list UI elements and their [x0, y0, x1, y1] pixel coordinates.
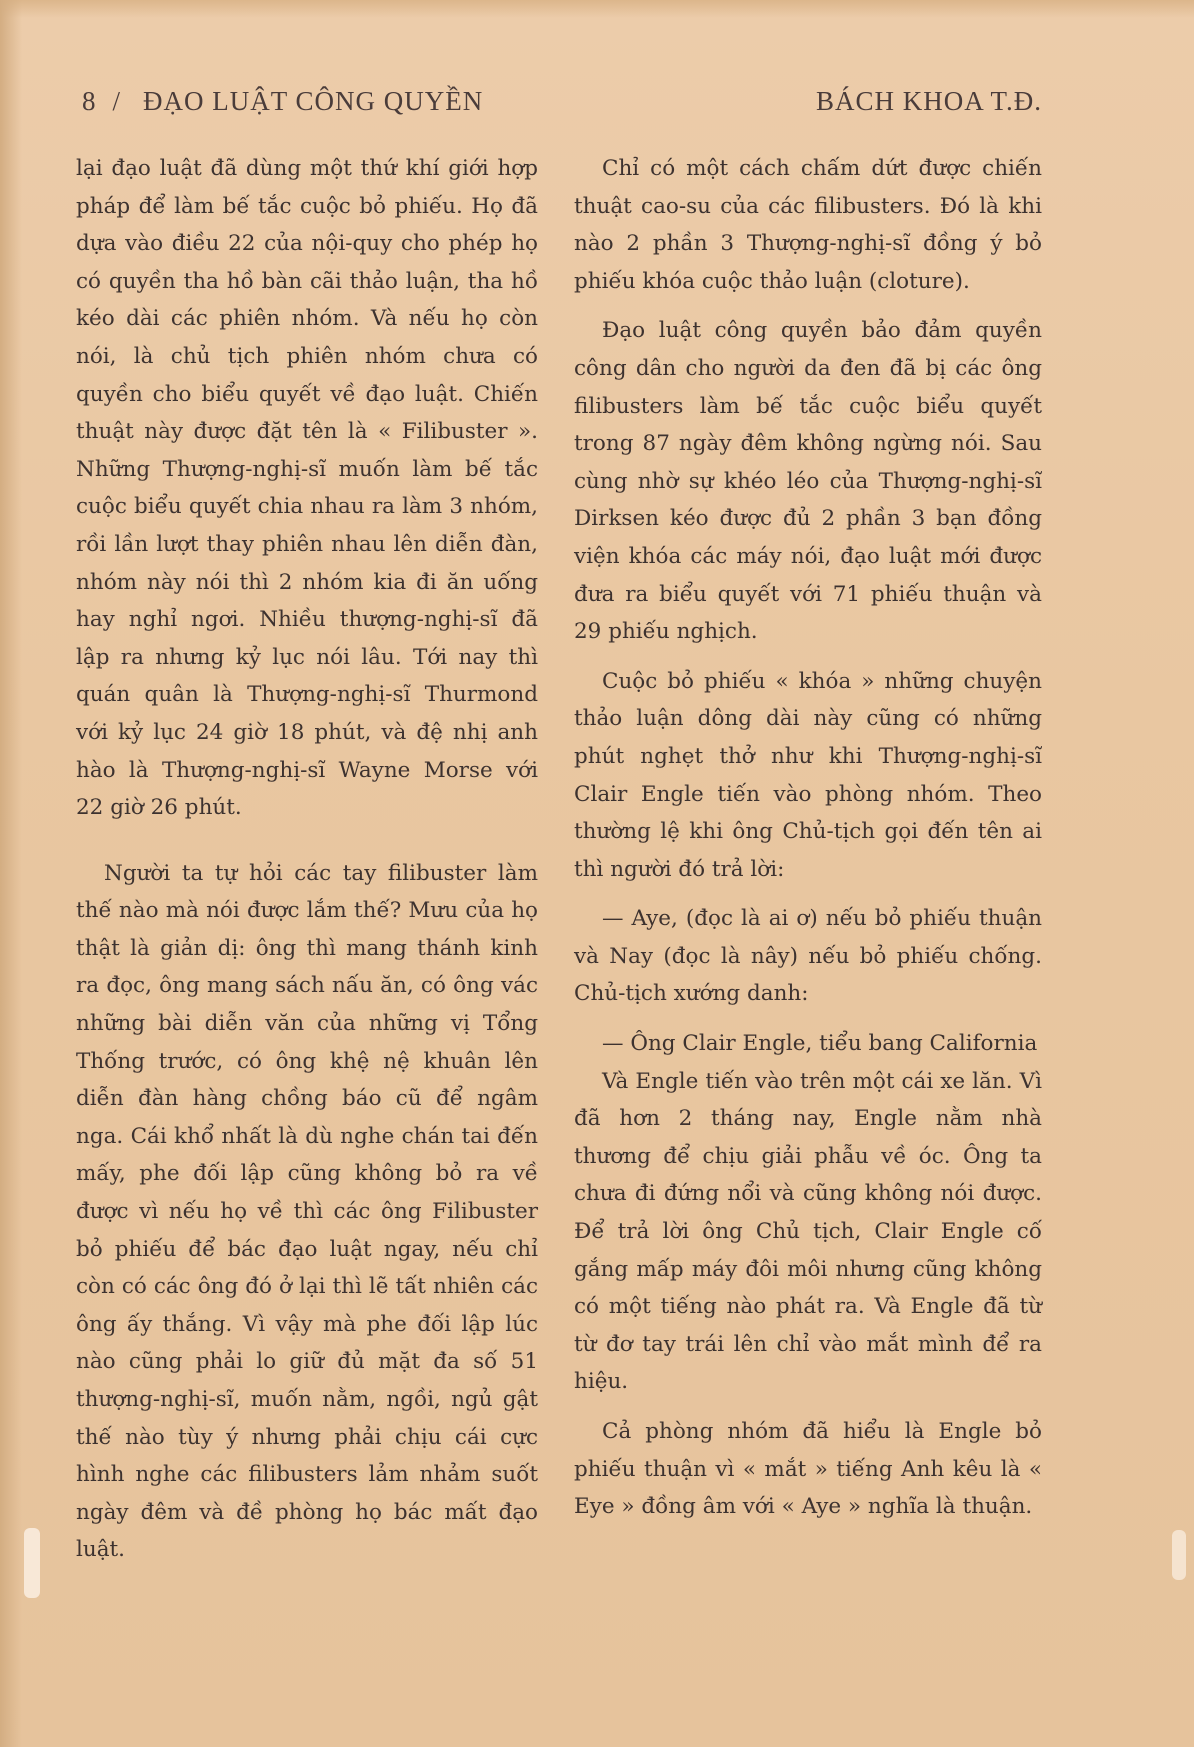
right-paragraph-6: Và Engle tiến vào trên một cái xe lăn. Vì đã hơn 2 tháng nay, Engle nằm nhà thương để chịu giải phẫu về óc. Ông ta chưa đi đứng nổi và cũng không nói được. Để trả lời ông Chủ tịch, Clair Engle cố gắng mấp máy đôi môi nhưng cũng không có một tiếng nào phát ra. Và Engle đã từ từ đơ tay trái lên chỉ vào mắt mình để ra hiệu.	[574, 1068, 1042, 1395]
page-edge-left	[0, 0, 22, 1747]
right-paragraph-4: — Aye, (đọc là ai ơ) nếu bỏ phiếu thuận và Nay (đọc là nây) nếu bỏ phiếu chống. Chủ-tịch xướng danh:	[574, 906, 1042, 1007]
right-paragraph-1: Chỉ có một cách chấm dứt được chiến thuật cao-su của các filibusters. Đó là khi nào 2 phần 3 Thượng-nghị-sĩ đồng ý bỏ phiếu khóa cuộc thảo luận (cloture).	[574, 156, 1042, 294]
left-column	[76, 150, 538, 1569]
right-paragraph-3: Cuộc bỏ phiếu « khóa » những chuyện thảo luận dông dài này cũng có những phút nghẹt thở như khi Thượng-nghị-sĩ Clair Engle tiến vào phòng nhóm. Theo thường lệ khi ông Chủ-tịch gọi đến tên ai thì người đó trả lời:	[574, 668, 1042, 882]
publication-name: BÁCH KHOA T.Đ.	[815, 86, 1042, 116]
right-column	[574, 150, 1042, 1526]
left-paragraph-2: Người ta tự hỏi các tay filibuster làm thế nào mà nói được lắm thế? Mưu của họ thật là giản dị: ông thì mang thánh kinh ra đọc, ông mang sách nấu ăn, có ông vác những bài diễn văn của những vị Tổng Thống trước, có ông khệ nệ khuân lên diễn đàn hàng chồng báo cũ để ngâm nga. Cái khổ nhất là dù nghe chán tai đến mấy, phe đối lập cũng không bỏ ra về được vì nếu họ về thì các ông Filibuster bỏ phiếu để bác đạo luật ngay, nếu chỉ còn có các ông đó ở lại thì lẽ tất nhiên các ông ấy thắng. Vì vậy mà phe đối lập lúc nào cũng phải lo giữ đủ mặt đa số 51 thượng-nghị-sĩ, muốn nằm, ngồi, ngủ gật thế nào tùy ý nhưng phải chịu cái cực hình nghe các filibusters lảm nhảm suốt ngày đêm và đề phòng họ bác mất đạo luật.	[76, 860, 538, 1563]
right-paragraph-5: — Ông Clair Engle, tiểu bang California	[602, 1031, 1038, 1057]
page-edge-top	[0, 0, 1194, 18]
paper-tear-right	[1172, 1530, 1186, 1580]
running-header	[82, 86, 1042, 126]
header-left	[82, 86, 483, 117]
page-number: 8	[82, 86, 97, 116]
left-paragraph-1: lại đạo luật đã dùng một thứ khí giới hợp pháp để làm bế tắc cuộc bỏ phiếu. Họ đã dựa vào điều 22 của nội-quy cho phép họ có quyền tha hồ bàn cãi thảo luận, tha hồ kéo dài các phiên nhóm. Và nếu họ còn nói, là chủ tịch phiên nhóm chưa có quyền cho biểu quyết về đạo luật. Chiến thuật này được đặt tên là « Filibuster ». Những Thượng-nghị-sĩ muốn làm bế tắc cuộc biểu quyết chia nhau ra làm 3 nhóm, rồi lần lượt thay phiên nhau lên diễn đàn, nhóm này nói thì 2 nhóm kia đi ăn uống hay nghỉ ngơi. Nhiều thượng-nghị-sĩ đã lập ra nhưng kỷ lục nói lâu. Tới nay thì quán quân là Thượng-nghị-sĩ Thurmond với kỷ lục 24 giờ 18 phút, và đệ nhị anh hào là Thượng-nghị-sĩ Wayne Morse với 22 giờ 26 phút.	[76, 156, 538, 821]
section-title: ĐẠO LUẬT CÔNG QUYỀN	[143, 86, 484, 116]
header-slash: /	[112, 86, 122, 116]
paper-tear	[24, 1528, 40, 1598]
right-paragraph-7: Cả phòng nhóm đã hiểu là Engle bỏ phiếu thuận vì « mắt » tiếng Anh kêu là « Eye » đồng âm với « Aye » nghĩa là thuận.	[574, 1419, 1042, 1520]
right-paragraph-2: Đạo luật công quyền bảo đảm quyền công dân cho người da đen đã bị các ông filibusters làm bế tắc cuộc biểu quyết trong 87 ngày đêm không ngừng nói. Sau cùng nhờ sự khéo léo của Thượng-nghị-sĩ Dirksen kéo được đủ 2 phần 3 bạn đồng viện khóa các máy nói, đạo luật mới được đưa ra biểu quyết với 71 phiếu thuận và 29 phiếu nghịch.	[574, 318, 1042, 645]
